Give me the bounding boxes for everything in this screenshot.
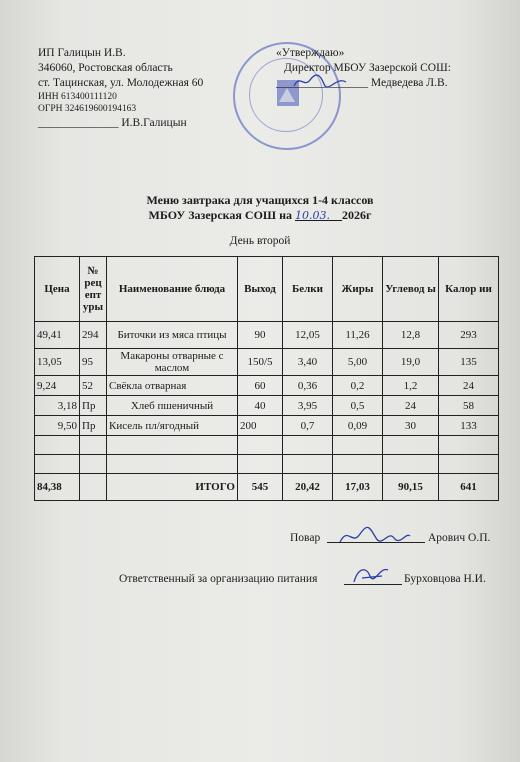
subtitle-suffix: 2026г (342, 208, 372, 222)
cell-calories: 133 (439, 416, 499, 436)
table-row-empty (35, 455, 499, 474)
responsible-signature (348, 562, 396, 588)
cell-recipe: Пр (80, 416, 107, 436)
cell-price: 13,05 (35, 349, 80, 376)
table-row (35, 349, 499, 376)
table-row (35, 396, 499, 416)
company-ogrn: ОГРН 324619600194163 (38, 104, 137, 114)
company-address-region: 346060, Ростовская область (38, 62, 173, 74)
company-signature-line: ______________ И.В.Галицын (38, 117, 187, 129)
col-header-protein: Белки (283, 257, 333, 322)
cell-price: 3,18 (35, 396, 80, 416)
total-yield: 545 (238, 474, 283, 501)
cell-carbs: 12,8 (383, 322, 439, 349)
cell-calories: 135 (439, 349, 499, 376)
col-header-recipe: № рец епт уры (80, 257, 107, 322)
cell-recipe: 52 (80, 376, 107, 396)
total-calories: 641 (439, 474, 499, 501)
director-signature-line: ________________ Медведева Л.В. (276, 77, 448, 89)
cell-protein: 0,36 (283, 376, 333, 396)
cook-signature (336, 524, 414, 548)
director-signature (290, 70, 350, 92)
col-header-price: Цена (35, 257, 80, 322)
total-carbs: 90,15 (383, 474, 439, 501)
table-row-empty (35, 436, 499, 455)
cell-dish: Биточки из мяса птицы (107, 322, 238, 349)
menu-title: Меню завтрака для учащихся 1-4 классов (146, 193, 374, 207)
cell-calories: 293 (439, 322, 499, 349)
cell-protein: 0,7 (283, 416, 333, 436)
responsible-name: Бурховцова Н.И. (404, 573, 486, 585)
cell-price: 9,24 (35, 376, 80, 396)
cell-carbs: 19,0 (383, 349, 439, 376)
cell-fat: 11,26 (333, 322, 383, 349)
cell-yield: 40 (238, 396, 283, 416)
total-fat: 17,03 (333, 474, 383, 501)
cell-dish: Кисель пл/ягодный (107, 416, 238, 436)
cell-dish: Хлеб пшеничный (107, 396, 238, 416)
cell-carbs: 30 (383, 416, 439, 436)
table-row (35, 376, 499, 396)
cell-yield: 90 (238, 322, 283, 349)
total-recipe (80, 474, 107, 501)
cook-name: Арович О.П. (428, 532, 491, 544)
company-address-street: ст. Тацинская, ул. Молодежная 60 (38, 77, 204, 89)
cell-yield: 60 (238, 376, 283, 396)
cell-fat: 5,00 (333, 349, 383, 376)
col-header-carbs: Углевод ы (383, 257, 439, 322)
cook-label: Повар (290, 532, 321, 544)
table-row (35, 416, 499, 436)
cell-protein: 3,95 (283, 396, 333, 416)
cell-price: 49,41 (35, 322, 80, 349)
menu-subtitle: МБОУ Зазерская СОШ на 10.03.__2026г (148, 208, 372, 222)
cell-price: 9,50 (35, 416, 80, 436)
cell-calories: 24 (439, 376, 499, 396)
day-label: День второй (229, 235, 291, 247)
approve-label: «Утверждаю» (276, 47, 345, 59)
table-row (35, 322, 499, 349)
cell-recipe: 95 (80, 349, 107, 376)
company-name: ИП Галицын И.В. (38, 47, 126, 59)
cell-carbs: 1,2 (383, 376, 439, 396)
cell-calories: 58 (439, 396, 499, 416)
director-title: Директор МБОУ Зазерской СОШ: (284, 62, 451, 74)
responsible-label: Ответственный за организацию питания (119, 573, 318, 585)
cell-dish: Макароны отварные с маслом (107, 349, 238, 376)
subtitle-prefix: МБОУ Зазерская СОШ на (148, 208, 295, 222)
cell-protein: 12,05 (283, 322, 333, 349)
col-header-fat: Жиры (333, 257, 383, 322)
total-label: ИТОГО (107, 474, 238, 501)
col-header-calories: Калор ии (439, 257, 499, 322)
handwritten-date: 10.03. (295, 209, 330, 222)
cell-yield: 150/5 (238, 349, 283, 376)
company-inn: ИНН 613400111120 (38, 92, 117, 102)
cell-fat: 0,5 (333, 396, 383, 416)
cell-recipe: 294 (80, 322, 107, 349)
col-header-dish: Наименование блюда (107, 257, 238, 322)
cell-carbs: 24 (383, 396, 439, 416)
cell-fat: 0,2 (333, 376, 383, 396)
menu-table (34, 256, 499, 501)
cell-dish: Свёкла отварная (107, 376, 238, 396)
table-header-row (35, 257, 499, 322)
cell-yield: 200 (238, 416, 283, 436)
cell-recipe: Пр (80, 396, 107, 416)
cell-protein: 3,40 (283, 349, 333, 376)
table-total-row (35, 474, 499, 501)
col-header-yield: Выход (238, 257, 283, 322)
cell-fat: 0,09 (333, 416, 383, 436)
total-price: 84,38 (35, 474, 80, 501)
total-protein: 20,42 (283, 474, 333, 501)
